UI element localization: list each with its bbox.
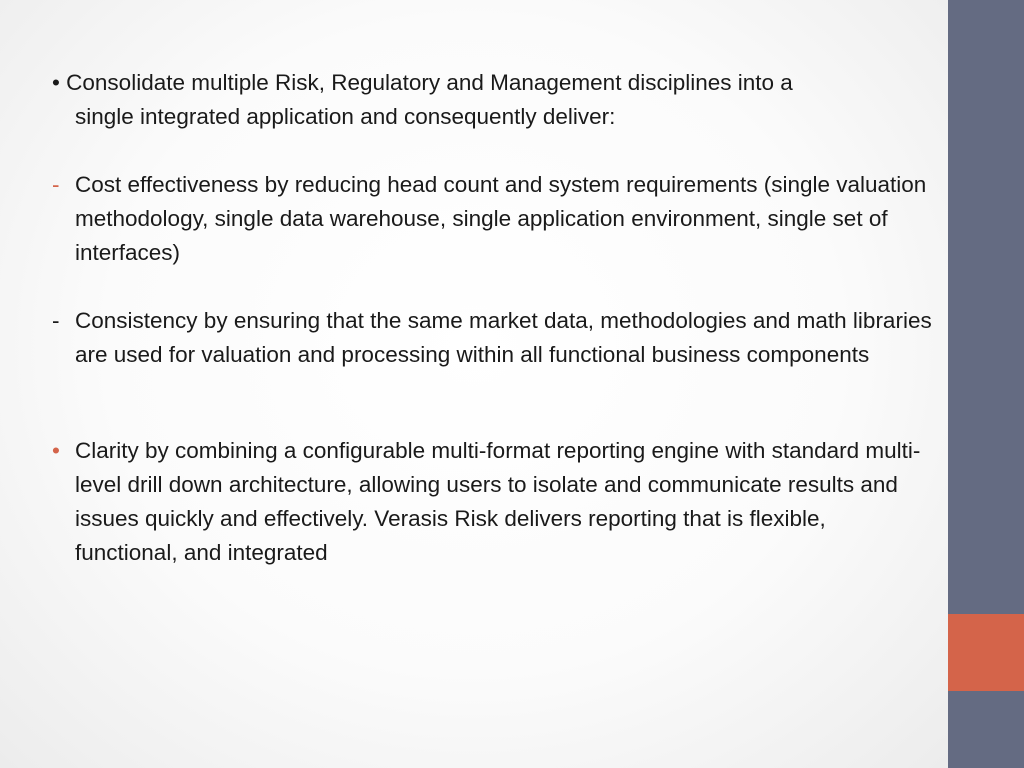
bullet-marker: • <box>52 438 60 463</box>
bullet-item-clarity <box>52 434 932 570</box>
bullet-marker: • <box>52 70 60 95</box>
sidebar-accent-block <box>948 614 1024 691</box>
dash-item-cost-effectiveness <box>52 168 932 270</box>
bullet-intro <box>52 66 932 134</box>
slide-content <box>52 66 932 570</box>
dash-item-text: Consistency by ensuring that the same market data, methodologies and math libraries are used for valuation and processing within all functional business components <box>75 308 932 367</box>
dash-item-text: Cost effectiveness by reducing head count and system requirements (single valuation methodology, single data warehouse, single application environment, single set of interfaces) <box>75 172 927 265</box>
bullet-item-text: Clarity by combining a configurable multi-format reporting engine with standard multi-level drill down architecture, allowing users to isolate and communicate results and issues quickly and effectively. Verasis Risk delivers reporting that is flexible, functional, and integrated <box>75 438 921 565</box>
bullet-intro-continuation: single integrated application and consequently deliver: <box>75 104 616 129</box>
dash-marker: - <box>52 308 60 333</box>
bullet-intro-first-line: Consolidate multiple Risk, Regulatory and Management disciplines into a <box>66 70 793 95</box>
dash-marker: - <box>52 172 60 197</box>
dash-item-consistency <box>52 304 932 372</box>
